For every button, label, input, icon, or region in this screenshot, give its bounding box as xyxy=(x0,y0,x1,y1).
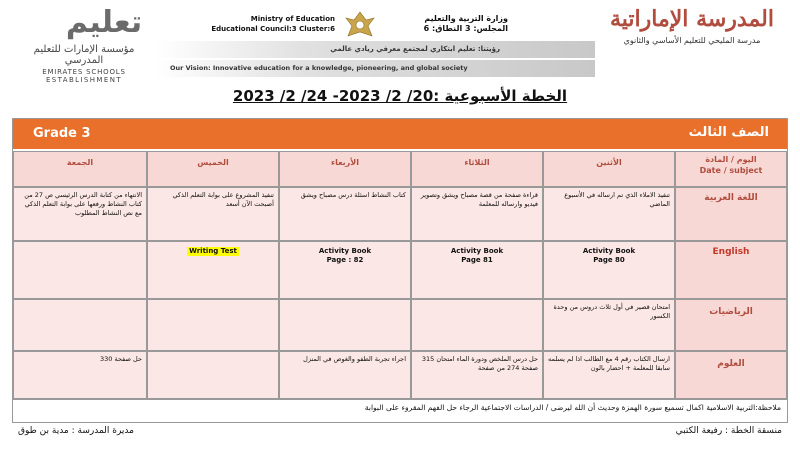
education-establishment-logo xyxy=(14,6,154,84)
science-friday: حل صفحة 330 xyxy=(13,351,147,399)
arabic-thursday: تنفيذ المشروع على بوابة التعلم الذكي أصبحت الآن أسعد xyxy=(147,187,279,241)
vision-english: Our Vision: Innovative education for a knowledge, pioneering, and global society xyxy=(170,64,468,72)
arabic-tuesday: قراءة صفحة من قصة مصباح ويشق وتصوير فيديو وارساله للمعلمة xyxy=(411,187,543,241)
grade-band xyxy=(13,119,787,149)
weekly-plan-table xyxy=(12,118,788,423)
english-monday: Activity Book Page 80 xyxy=(543,241,675,299)
ministry-english-block xyxy=(195,14,335,34)
english-wednesday: Activity Book Page : 82 xyxy=(279,241,411,299)
ministry-arabic-name: وزارة التربية والتعليم xyxy=(424,14,508,23)
english-friday xyxy=(13,241,147,299)
logo-english-line2: ESTABLISHMENT xyxy=(45,76,123,84)
english-thursday xyxy=(147,241,279,299)
vision-arabic: رؤيتنا: تعليم ابتكاري لمجتمع معرفي ريادي عالمي xyxy=(330,45,500,53)
ministry-name: Ministry of Education xyxy=(250,15,335,23)
logo-mark: تعليم xyxy=(65,5,143,40)
grade-arabic: الصف الثالث xyxy=(688,125,769,140)
subject-math: الرياضيات xyxy=(675,299,787,351)
grade-english: Grade 3 xyxy=(33,126,91,141)
column-header-friday: الجمعة xyxy=(13,151,147,187)
column-header-thursday: الخميس xyxy=(147,151,279,187)
column-header-monday: الأثنين xyxy=(543,151,675,187)
subject-english: English xyxy=(675,241,787,299)
column-header-tuesday: الثلاثاء xyxy=(411,151,543,187)
school-name: مدرسة المليحي للتعليم الأساسي والثانوي xyxy=(623,36,761,45)
subject-science: العلوم xyxy=(675,351,787,399)
arabic-friday: الانتهاء من كتابة الدرس الرئيسي ص 27 من كتاب النشاط ورفعها على بوابة التعلم الذكي مع نص النشاط المطلوب xyxy=(13,187,147,241)
logo-arabic-text: مؤسسة الإمارات للتعليم المدرسي xyxy=(33,44,135,66)
council-cluster: Educational Council:3 Cluster:6 xyxy=(211,25,335,33)
school-principal: مديرة المدرسة : مدية بن طوق xyxy=(18,426,134,436)
science-tuesday: حل درس الملخص ودورة الماء امتحان 315 صفحة 274 من صفحة xyxy=(411,351,543,399)
english-tuesday: Activity Book Page 81 xyxy=(411,241,543,299)
arabic-wednesday: كتاب النشاط اسئلة درس مصباح ويشق xyxy=(279,187,411,241)
subject-arabic: اللغة العربية xyxy=(675,187,787,241)
arabic-monday: تنفيذ الاملاء الذي تم ارساله في الأسبوع الماضي xyxy=(543,187,675,241)
plan-coordinator: منسقة الخطة : رفيعة الكتبي xyxy=(675,426,782,436)
emirati-school-logo xyxy=(602,6,782,90)
science-wednesday: اجراء تجربة الطفو والغوص في المنزل xyxy=(279,351,411,399)
ministry-arabic-block xyxy=(388,14,508,34)
math-friday xyxy=(13,299,147,351)
math-thursday xyxy=(147,299,279,351)
plan-note: ملاحظة:التربية الاسلامية اكمال تسميع سورة الهمزة وحديث أن الله ليرضى / الدراسات الاجتماعية الرجاء حل الفهم المقروء على البوابة xyxy=(13,399,787,417)
science-thursday xyxy=(147,351,279,399)
column-header-subject: اليوم / المادة Date / subject xyxy=(675,151,787,187)
science-monday: ارسال الكتاب رقم 4 مع الطالب اذا لم يسلمه سابقا للمعلمة + احضار بالون xyxy=(543,351,675,399)
council-arabic: المجلس: 3 النطاق: 6 xyxy=(423,24,508,33)
math-monday: امتحان قصير في أول ثلاث دروس من وحدة الكسور xyxy=(543,299,675,351)
writing-test-highlight: Writing Test xyxy=(189,247,237,255)
logo-english-line1: EMIRATES SCHOOLS xyxy=(42,68,126,76)
column-header-wednesday: الأربعاء xyxy=(279,151,411,187)
math-wednesday xyxy=(279,299,411,351)
school-logo-text: المدرسة الإماراتية xyxy=(609,6,775,32)
uae-emblem-icon xyxy=(340,10,380,40)
math-tuesday xyxy=(411,299,543,351)
page-title: 2023 /2 /24 -2023 /2 /20: الخطة الأسبوعية xyxy=(232,87,568,105)
